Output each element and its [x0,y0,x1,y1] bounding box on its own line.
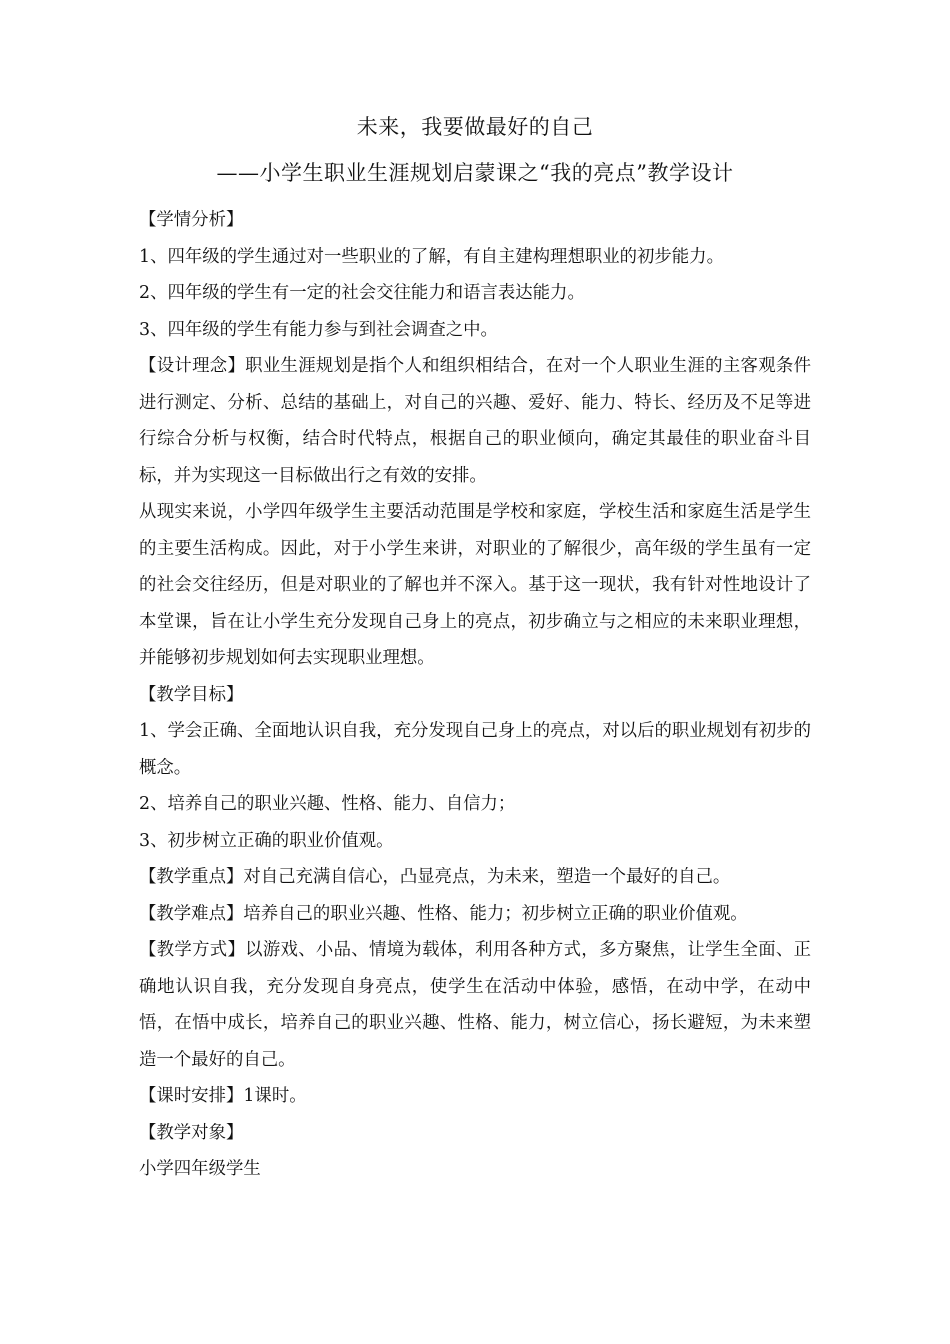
learning-analysis-item-3: 3、四年级的学生有能力参与到社会调查之中。 [139,319,498,340]
methods-heading: 【教学方式】 [139,940,246,960]
methods-text: 以游戏、小品、情境为载体，利用各种方式，多方聚焦，让学生全面、正确地认识自我，充分发现自身亮点，使学生在活动中体验，感悟，在动中学，在动中悟，在悟中成长，培养自己的职业兴趣、性格、能力，树立信心，扬长避短，为未来塑造一个最好的自己。 [139,940,811,1070]
document-body [139,202,811,1188]
design-concept-text: 职业生涯规划是指个人和组织相结合，在对一个人职业生涯的主客观条件进行测定、分析、总结的基础上，对自己的兴趣、爱好、能力、特长、经历及不足等进行综合分析与权衡，结合时代特点，根据自己的职业倾向，确定其最佳的职业奋斗目标，并为实现这一目标做出行之有效的安排。 [139,356,811,486]
difficulties-text: 培养自己的职业兴趣、性格、能力；初步树立正确的职业价值观。 [243,903,748,924]
design-concept-heading: 【设计理念】 [139,356,246,376]
teaching-goals-item-3: 3、初步树立正确的职业价值观。 [139,830,394,851]
learning-analysis-item-2: 2、四年级的学生有一定的社会交往能力和语言表达能力。 [139,283,585,303]
key-points-heading: 【教学重点】 [139,867,244,887]
learning-analysis-heading: 【学情分析】 [139,210,244,230]
design-concept-paragraph-2: 从现实来说，小学四年级学生主要活动范围是学校和家庭，学校生活和家庭生活是学生的主要生活构成。因此，对于小学生来讲，对职业的了解很少，高年级的学生虽有一定的社会交往经历，但是对职业的了解也并不深入。基于这一现状，我有针对性地设计了本堂课，旨在让小学生充分发现自己身上的亮点，初步确立与之相应的未来职业理想，并能够初步规划如何去实现职业理想。 [139,502,811,668]
schedule-heading: 【课时安排】 [139,1086,244,1106]
teaching-goals-heading: 【教学目标】 [139,684,244,705]
teaching-goals-item-2: 2、培养自己的职业兴趣、性格、能力、自信力； [139,794,516,814]
document-title: 未来，我要做最好的自己 [356,115,594,139]
audience-text: 小学四年级学生 [139,1159,261,1179]
schedule-text: 1课时。 [243,1086,307,1106]
audience-heading: 【教学对象】 [139,1122,244,1143]
methods-paragraph [139,932,811,1078]
design-concept-paragraph [139,348,811,494]
difficulties-paragraph [139,896,811,933]
key-points-text: 对自己充满自信心，凸显亮点，为未来，塑造一个最好的自己。 [243,867,731,887]
schedule-paragraph [139,1078,811,1115]
difficulties-heading: 【教学难点】 [139,903,244,924]
key-points-paragraph [139,859,811,896]
document-subtitle: ——小学生职业生涯规划启蒙课之“我的亮点”教学设计 [216,161,734,185]
teaching-goals-item-1: 1、学会正确、全面地认识自我，充分发现自己身上的亮点，对以后的职业规划有初步的概念。 [139,721,811,778]
learning-analysis-item-1: 1、四年级的学生通过对一些职业的了解，有自主建构理想职业的初步能力。 [139,246,724,267]
